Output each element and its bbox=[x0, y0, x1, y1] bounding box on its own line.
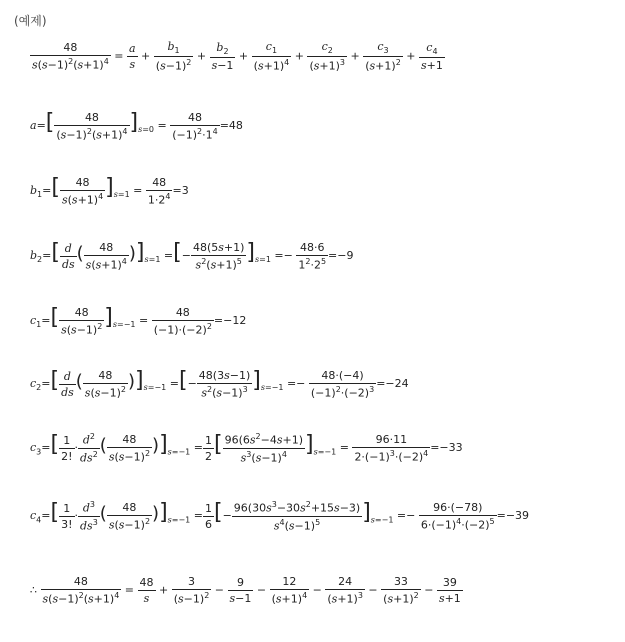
equation-line-b1: $b_1=$[ $\frac{48}{s(s+1)^4}$ ]$_{s=1}$ = $\frac{48}{1\cdot 2^4}$ =3 bbox=[30, 175, 189, 207]
equation-line-result: ∴ $\frac{48}{s(s-1)^2(s+1)^4}$ = $\frac{48}{s}$ + $\frac{3}{(s-1)^2}$ − $\frac{9}{s-1}$ − $\frac{12}{(s+1)^4}$ − $\frac{24}{(s+1)^3}$ − $\frac{33}{(s+1)^2}$ − $\frac{39}{s+1}$ bbox=[30, 575, 461, 606]
equation-line-c3: $c_3=$[ $\frac{1}{2!}$ · $\frac{d^2}{ds^2}$ ( $\frac{48}{s(s-1)^2}$ )]$_{s=-1}$ = $\frac{1}{2}$ [ $\frac{96(6s^2-4s+1)}{s^3(s-1)^4}$ ]$_{s=-1}$ = $\frac{96\cdot 11}{2\cdot(-1)^3\cdot(-2)^4}$ =−33 bbox=[30, 432, 463, 465]
equation-line-c1: $c_1=$[ $\frac{48}{s(s-1)^2}$ ]$_{s=-1}$ = $\frac{48}{(-1)\cdot(-2)^2}$ =−12 bbox=[30, 305, 247, 337]
equation-line-c2: $c_2=$[ $\frac{d}{ds}$ ( $\frac{48}{s(s-1)^2}$ )]$_{s=-1}$ =[− $\frac{48(3s-1)}{s^2(s-1)^3}$ ]$_{s=-1}$ =− $\frac{48\cdot(-4)}{(-1)^2\cdot(-2)^3}$ =−24 bbox=[30, 368, 409, 400]
equation-line-c4: $c_4=$[ $\frac{1}{3!}$ · $\frac{d^3}{ds^3}$ ( $\frac{48}{s(s-1)^2}$ )]$_{s=-1}$ = $\frac{1}{6}$ [− $\frac{96(30s^3-30s^2+15s-3)}{s^4(s-1)^5}$ ]$_{s=-1}$ =− $\frac{96\cdot(-78)}{6\cdot(-1)^4\cdot(-2)^5}$ =−39 bbox=[30, 500, 530, 533]
equation-line-a: a=[ $\frac{48}{(s-1)^2(s+1)^4}$ ]$_{s=0}$ = $\frac{48}{(-1)^2\cdot 1^4}$ =48 bbox=[30, 110, 243, 142]
equation-line-b2: $b_2=$[ $\frac{d}{ds}$ ( $\frac{48}{s(s+1)^4}$ )]$_{s=1}$ =[− $\frac{48(5s+1)}{s^2(s+1)^5}$ ]$_{s=1}$ =− $\frac{48\cdot 6}{1^2\cdot 2^5}$ =−9 bbox=[30, 240, 354, 272]
example-label: (예제) bbox=[14, 14, 47, 28]
equation-line-1: $\frac{48}{s(s-1)^2(s+1)^4}$ = $\frac{a}{s}$ + $\frac{b_1}{(s-1)^2}$ + $\frac{b_2}{s-1}$ + $\frac{c_1}{(s+1)^4}$ + $\frac{c_2}{(s+1)^3}$ + $\frac{c_3}{(s+1)^2}$ + $\frac{c_4}{s+1}$ bbox=[32, 40, 443, 73]
